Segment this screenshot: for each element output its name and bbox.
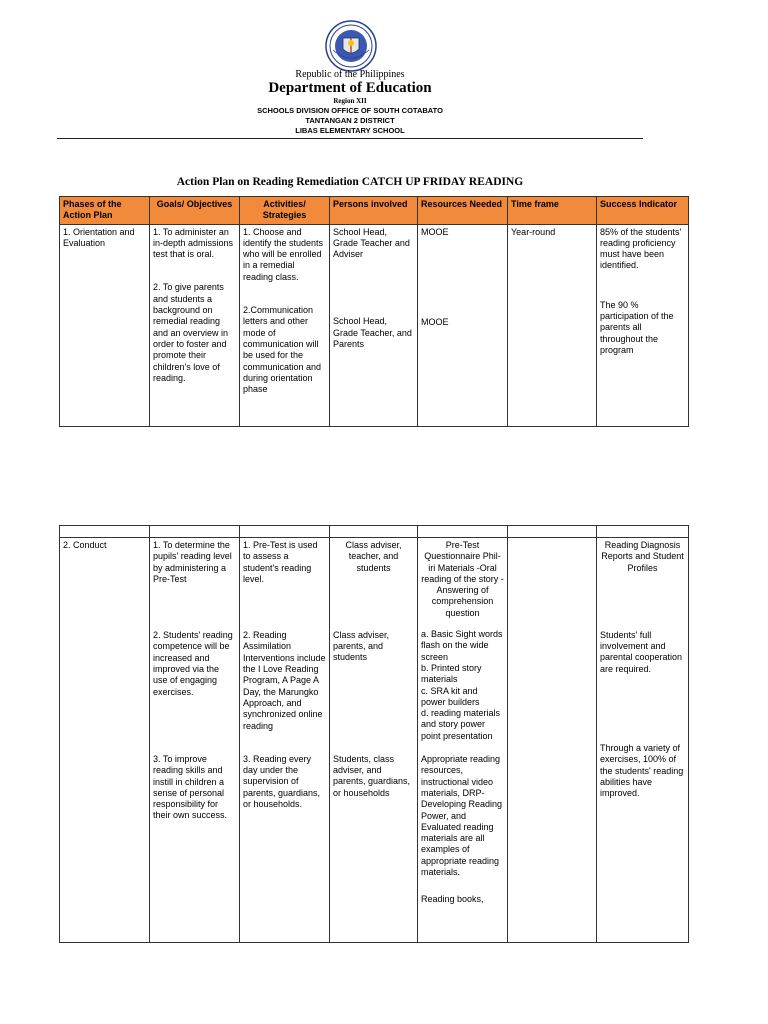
empty-cell: [597, 526, 689, 538]
column-header-indicator: Success Indicator: [597, 197, 689, 225]
resources-text: a. Basic Sight words flash on the wide screen b. Printed story materials c. SRA kit and power builders d. reading materials and story power point presentation: [421, 629, 503, 741]
action-plan-table-2: [59, 525, 689, 943]
persons-cell: [330, 224, 418, 426]
table-empty-row: [60, 526, 689, 538]
empty-cell: [508, 526, 597, 538]
activity-text: 2.Communication letters and other mode of communication will be used for the communication and during orientation phase: [243, 305, 322, 395]
goals-cell: [150, 224, 240, 426]
indicator-text: 85% of the students' reading proficiency must have been identified.: [600, 226, 682, 271]
indicator-cell: [597, 224, 689, 426]
persons-text: Class adviser, teacher, and students: [345, 540, 402, 573]
indicator-text: Reading Diagnosis Reports and Student Profiles: [601, 540, 684, 573]
activity-text: 3. Reading every day under the supervision of parents, guardians, or households.: [243, 753, 321, 810]
persons-text: Class adviser, parents, and students: [333, 629, 390, 663]
resources-text: Pre-Test Questionnaire Phil-iri Materials -Oral reading of the story -Answering of comprehension question: [421, 540, 504, 618]
table-row: [60, 538, 689, 943]
goal-text: 1. To determine the pupils' reading level by administering a Pre-Test: [153, 540, 232, 584]
goal-text: 3. To improve reading skills and instill in children a sense of personal responsibility for their own success.: [153, 753, 228, 821]
timeframe-cell: [508, 224, 597, 426]
activities-cell: [240, 538, 330, 943]
activity-text: 2. Reading Assimilation Interventions include the I Love Reading Program, A Page A Day, the Marungko Approach, and synchronized online reading: [243, 630, 326, 731]
resources-text: Appropriate reading resources, instructional video materials, DRP-Developing Reading Power, and Evaluated reading materials are all examples of appropriate reading materials.: [421, 754, 503, 878]
division-label: SCHOOLS DIVISION OFFICE OF SOUTH COTABATO: [257, 106, 443, 115]
resources-text: Reading books,: [421, 894, 484, 905]
persons-text: School Head, Grade Teacher and Adviser: [333, 226, 410, 260]
activities-cell: [240, 224, 330, 426]
document-title: Action Plan on Reading Remediation CATCH UP FRIDAY READING: [176, 176, 524, 188]
region-label: Region XII: [333, 97, 367, 105]
indicator-cell: [597, 538, 689, 943]
department-title: Department of Education: [268, 80, 432, 96]
indicator-text: Students' full involvement and parental cooperation are required.: [600, 629, 683, 674]
column-header-timeframe: Time frame: [508, 197, 597, 225]
district-label: TANTANGAN 2 DISTRICT: [305, 116, 395, 125]
goals-cell: [150, 538, 240, 943]
empty-cell: [150, 526, 240, 538]
empty-cell: [240, 526, 330, 538]
phase-text: 1. Orientation and Evaluation: [63, 226, 135, 248]
indicator-text: Through a variety of exercises, 100% of the students' reading abilities have improved.: [600, 743, 684, 799]
resources-cell: [418, 224, 508, 426]
column-header-activities: Activities/ Strategies: [240, 197, 330, 225]
column-header-resources: Resources Needed: [418, 197, 508, 225]
persons-text: Students, class adviser, and parents, guardians, or households: [333, 753, 411, 798]
goal-text: 1. To administer an in-depth admissions test that is oral.: [153, 226, 234, 260]
republic-label: Republic of the Philippines: [295, 69, 405, 80]
timeframe-text: Year-round: [511, 226, 556, 237]
goal-text: 2. Students' reading competence will be increased and improved via the use of engaging exercises.: [153, 630, 233, 697]
indicator-text: The 90 % participation of the parents all throughout the program: [600, 299, 674, 355]
school-label: LIBAS ELEMENTARY SCHOOL: [295, 126, 405, 135]
phase-text: 2. Conduct: [63, 540, 107, 550]
timeframe-cell: [508, 538, 597, 943]
resources-cell: [418, 538, 508, 943]
phase-cell: [60, 224, 150, 426]
action-plan-table-1: [59, 196, 689, 427]
deped-seal-icon: [325, 20, 377, 72]
header-divider: [57, 138, 643, 139]
goal-text: 2. To give parents and students a background on remedial reading and an overview in order to foster and promote their children's love of reading.: [153, 282, 229, 383]
phase-cell: [60, 538, 150, 943]
empty-cell: [60, 526, 150, 538]
activity-text: 1. Pre-Test is used to assess a student's reading level.: [243, 540, 318, 584]
column-header-phase: Phases of the Action Plan: [60, 197, 150, 225]
table-row: [60, 224, 689, 426]
persons-cell: [330, 538, 418, 943]
column-header-persons: Persons involved: [330, 197, 418, 225]
column-header-goals: Goals/ Objectives: [150, 197, 240, 225]
activity-text: 1. Choose and identify the students who will be enrolled in a remedial reading class.: [243, 226, 324, 282]
resources-text: MOOE: [421, 226, 449, 237]
empty-cell: [418, 526, 508, 538]
empty-cell: [330, 526, 418, 538]
table-header-row: [60, 197, 689, 225]
resources-text: MOOE: [421, 316, 449, 327]
persons-text: School Head, Grade Teacher, and Parents: [333, 316, 412, 350]
